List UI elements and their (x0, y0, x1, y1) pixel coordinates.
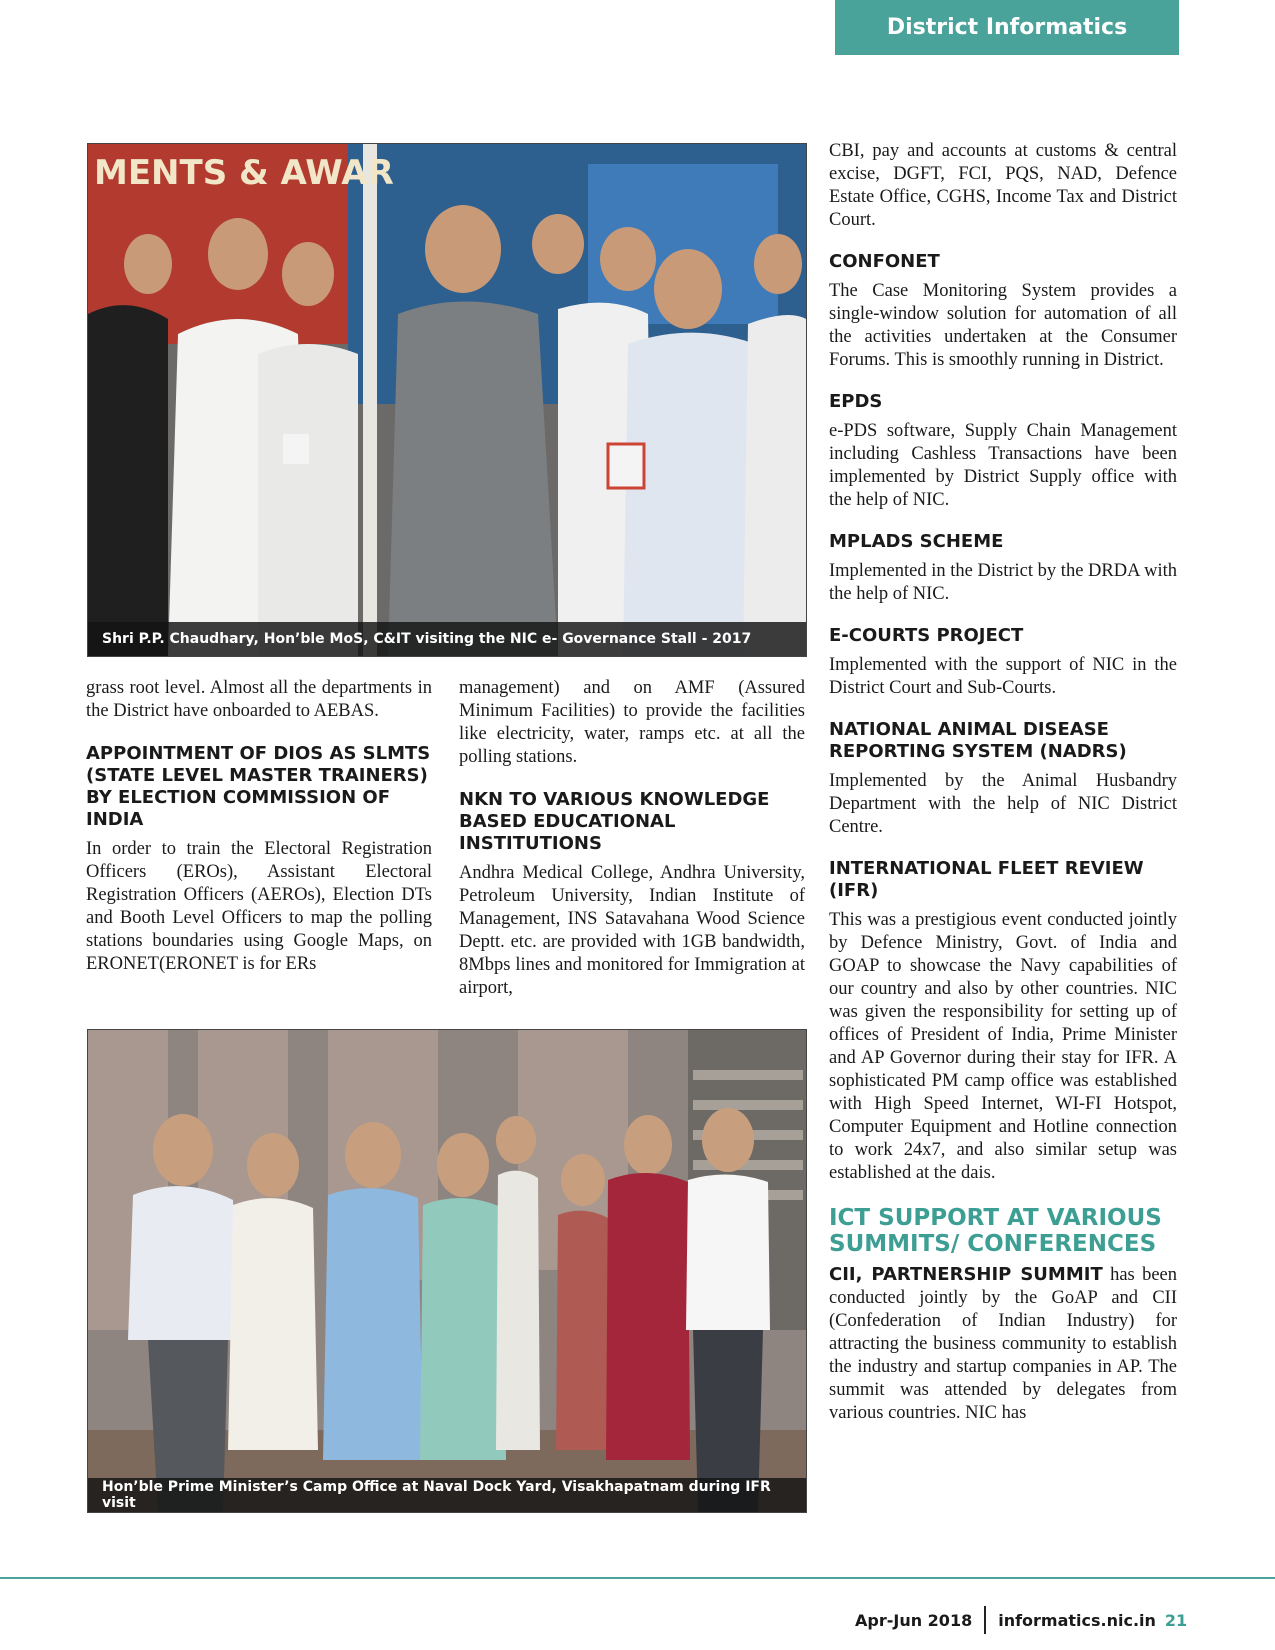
paragraph-eronet: In order to train the Electoral Registration Officers (EROs), Assistant Electoral Registration Officers (AEROs), Election DTs and Booth Level Officers to map the polling stations boundaries using Google Maps, on ERONET(ERONET is for ERs (86, 839, 432, 974)
heading-ecourts: E-COURTS PROJECT (829, 625, 1024, 646)
heading-mplads: MPLADS SCHEME (829, 531, 1004, 552)
heading-ifr: INTERNATIONAL FLEET REVIEW (IFR) (829, 858, 1144, 901)
photo-pm-camp-office-caption: Hon’ble Prime Minister’s Camp Office at Naval Dock Yard, Visakhapatnam during IFR visit (88, 1478, 806, 1512)
heading-ict-support: ICT SUPPORT AT VARIOUS SUMMITS/ CONFERENCES (829, 1205, 1162, 1257)
paragraph-ecourts: Implemented with the support of NIC in the District Court and Sub-Courts. (829, 655, 1177, 698)
paragraph-mplads: Implemented in the District by the DRDA with the help of NIC. (829, 561, 1177, 604)
photo-mos-visit-image (88, 144, 806, 656)
paragraph-cii (829, 1263, 1177, 1425)
paragraph-nkn: Andhra Medical College, Andhra University, Petroleum University, Indian Institute of Management, INS Satavahana Wood Science Deptt. etc. are provided with 1GB bandwidth, 8Mbps lines and monitored for Immigration at airport, (459, 863, 805, 998)
heading-nadrs: NATIONAL ANIMAL DISEASE REPORTING SYSTEM (NADRS) (829, 719, 1127, 762)
cii-text: has been conducted jointly by the GoAP and CII (Confederation of Indian Industry) for attracting the business community to establish the industry and startup companies in AP. The summit was attended by delegates from various countries. NIC has (829, 1265, 1177, 1423)
footer-issue: Apr-Jun 2018 (855, 1610, 973, 1630)
column-left (86, 677, 432, 976)
photo-mos-visit (87, 143, 807, 657)
column-right (829, 140, 1177, 1425)
paragraph-nadrs: Implemented by the Animal Husbandry Department with the help of NIC District Centre. (829, 771, 1177, 837)
paragraph-epds: e-PDS software, Supply Chain Management including Cashless Transactions have been implemented by District Supply office with the help of NIC. (829, 421, 1177, 510)
heading-nkn: NKN TO VARIOUS KNOWLEDGE BASED EDUCATIONAL INSTITUTIONS (459, 789, 770, 854)
column-middle (459, 677, 805, 1000)
photo-pm-camp-office-image (88, 1030, 806, 1512)
cii-bold-label: CII, PARTNERSHIP SUMMIT (829, 1264, 1103, 1285)
paragraph-confonet: The Case Monitoring System provides a single-window solution for automation of all the activities undertaken at the Consumer Forums. This is smoothly running in District. (829, 281, 1177, 370)
section-banner: District Informatics (835, 0, 1179, 55)
paragraph-ifr: This was a prestigious event conducted jointly by Defence Ministry, Govt. of India and GOAP to showcase the Navy capabilities of our country and also by other countries. NIC was given the responsibility for setting up of offices of President of India, Prime Minister and AP Governor during their stay for IFR. A sophisticated PM camp office was established with High Speed Internet, WI-FI Hotspot, Computer Equipment and Hotline connection to work 24x7, and also similar setup was established at the dais. (829, 910, 1177, 1183)
page-footer (855, 1606, 1187, 1634)
footer-separator (984, 1606, 986, 1634)
footer-site: informatics.nic.in (998, 1610, 1156, 1630)
photo-pm-camp-office (87, 1029, 807, 1513)
heading-epds: EPDS (829, 391, 883, 412)
heading-confonet: CONFONET (829, 251, 940, 272)
heading-dios-slmts: APPOINTMENT OF DIOS AS SLMTS (STATE LEVEL MASTER TRAINERS) BY ELECTION COMMISSION OF INDIA (86, 743, 431, 830)
paragraph-amf: management) and on AMF (Assured Minimum Facilities) to provide the facilities like electricity, water, ramps etc. at all the polling stations. (459, 678, 805, 767)
paragraph-aebas: grass root level. Almost all the departments in the District have onboarded to AEBAS. (86, 678, 432, 721)
photo-mos-visit-caption: Shri P.P. Chaudhary, Hon’ble MoS, C&IT visiting the NIC e- Governance Stall - 2017 (88, 622, 806, 656)
photo-sign-text: MENTS & AWAR (94, 153, 394, 193)
paragraph-cbi: CBI, pay and accounts at customs & central excise, DGFT, FCI, PQS, NAD, Defence Estate Office, CGHS, Income Tax and District Court. (829, 141, 1177, 230)
footer-rule (0, 1577, 1275, 1579)
page-number: 21 (1164, 1610, 1188, 1630)
